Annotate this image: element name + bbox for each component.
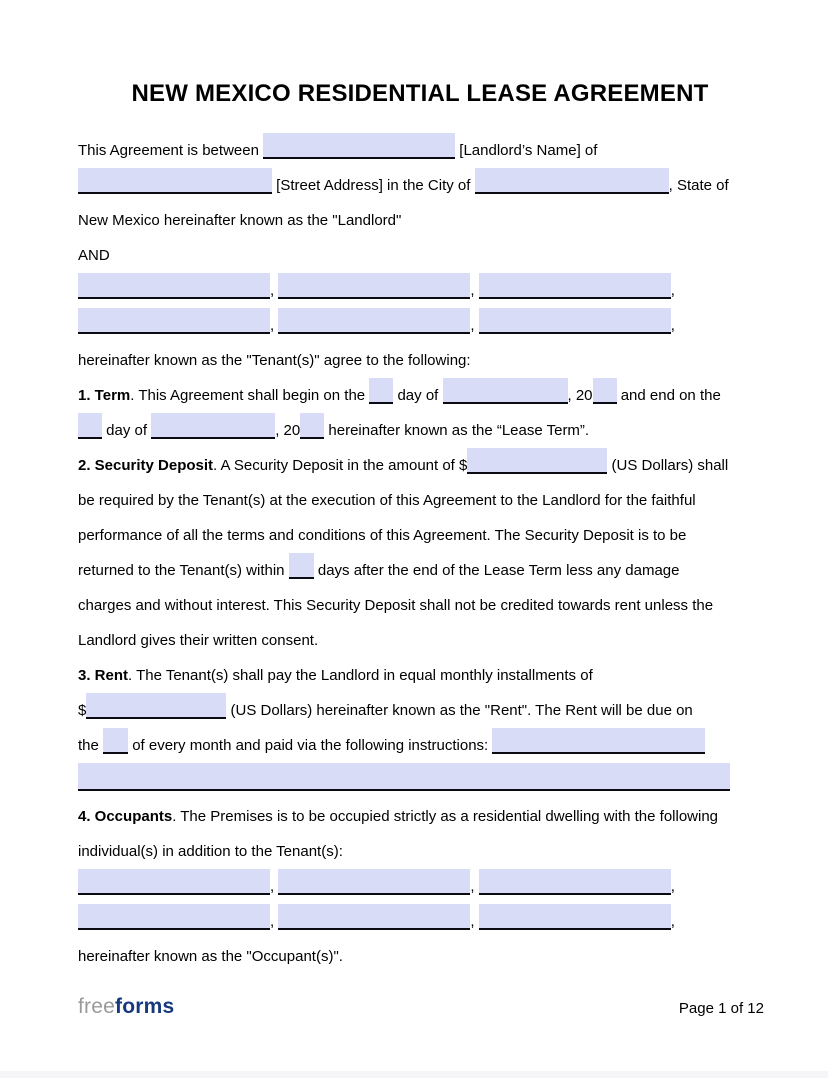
text-run: (US Dollars) hereinafter known as the "Rent". The Rent will be due on — [226, 702, 693, 719]
text-run: , 20 — [275, 422, 301, 439]
rent-section — [78, 658, 762, 799]
text-run: . A Security Deposit in the amount of $ — [213, 457, 468, 474]
text-run: performance of all the terms and conditions of this Agreement. The Security Deposit is to be — [78, 527, 687, 544]
text-run: and end on the — [616, 387, 721, 404]
lease-end-month-field[interactable] — [151, 413, 275, 439]
text-run: , — [270, 317, 279, 334]
text-run: day of — [393, 387, 443, 404]
document-body — [78, 133, 762, 974]
text-run: returned to the Tenant(s) within — [78, 562, 289, 579]
text-run: days after the end of the Lease Term less any damage — [313, 562, 680, 579]
rent-due-day-field[interactable] — [103, 728, 128, 754]
text-run: , — [670, 282, 675, 299]
document-title: NEW MEXICO RESIDENTIAL LEASE AGREEMENT — [131, 80, 709, 107]
section-number-title: 1. Term — [78, 387, 131, 404]
text-run: [Street Address] in the City of — [272, 177, 475, 194]
text-run: of every month and paid via the following instructions: — [128, 737, 493, 754]
text-run: , — [270, 913, 279, 930]
tenant-5-name-field[interactable] — [278, 308, 470, 334]
text-run: . The Tenant(s) shall pay the Landlord in equal monthly installments of — [128, 667, 593, 684]
text-run: (US Dollars) shall — [607, 457, 729, 474]
text-run: , — [270, 282, 279, 299]
text-run: , — [470, 282, 479, 299]
text-run: , — [470, 878, 479, 895]
term-section — [78, 378, 762, 448]
occupant-1-name-field[interactable] — [78, 869, 270, 895]
section-number-title: 4. Occupants — [78, 808, 173, 825]
text-run: , State of — [668, 177, 729, 194]
text-run: hereinafter known as the "Tenant(s)" agree to the following: — [78, 352, 471, 369]
city-field[interactable] — [475, 168, 669, 194]
footer — [78, 995, 764, 1019]
logo-text-free: free — [78, 995, 115, 1018]
logo-text-forms: forms — [115, 995, 175, 1018]
tenant-4-name-field[interactable] — [78, 308, 270, 334]
section-number-title: 3. Rent — [78, 667, 129, 684]
lease-start-month-field[interactable] — [443, 378, 568, 404]
rent-amount-field[interactable] — [86, 693, 226, 719]
security-deposit-amount-field[interactable] — [467, 448, 607, 474]
tenant-2-name-field[interactable] — [278, 273, 470, 299]
security-deposit-section — [78, 448, 762, 658]
occupant-2-name-field[interactable] — [278, 869, 470, 895]
text-run: , — [470, 913, 479, 930]
tenant-3-name-field[interactable] — [479, 273, 671, 299]
freeforms-logo — [78, 995, 174, 1019]
lease-end-year-field[interactable] — [300, 413, 324, 439]
lease-end-day-field[interactable] — [78, 413, 102, 439]
text-run: This Agreement is between — [78, 142, 264, 159]
payment-instructions-field[interactable] — [492, 728, 705, 754]
text-run: hereinafter known as the “Lease Term”. — [324, 422, 590, 439]
page-number: Page 1 of 12 — [678, 1000, 764, 1017]
landlord-name-field[interactable] — [263, 133, 455, 159]
text-run: , — [670, 913, 675, 930]
text-run: individual(s) in addition to the Tenant(s): — [78, 843, 343, 860]
text-run: , — [670, 317, 675, 334]
text-run: . This Agreement shall begin on the — [130, 387, 370, 404]
and-label — [78, 238, 762, 273]
tenant-1-name-field[interactable] — [78, 273, 270, 299]
text-run: AND — [78, 247, 110, 264]
text-run: . The Premises is to be occupied strictly as a residential dwelling with the following — [172, 808, 719, 825]
tenant-6-name-field[interactable] — [479, 308, 671, 334]
text-run: hereinafter known as the "Occupant(s)". — [78, 948, 343, 965]
section-number-title: 2. Security Deposit — [78, 457, 214, 474]
text-run: charges and without interest. This Security Deposit shall not be credited towards rent unless the — [78, 597, 714, 614]
text-run: , — [270, 878, 279, 895]
street-address-field[interactable] — [78, 168, 272, 194]
text-run: the — [78, 737, 104, 754]
occupant-6-name-field[interactable] — [479, 904, 671, 930]
occupants-section — [78, 799, 762, 974]
text-run: New Mexico hereinafter known as the "Landlord" — [78, 212, 402, 229]
deposit-return-days-field[interactable] — [289, 553, 314, 579]
occupant-3-name-field[interactable] — [479, 869, 671, 895]
occupant-5-name-field[interactable] — [278, 904, 470, 930]
tenants-clause — [78, 343, 762, 378]
text-run: , — [470, 317, 479, 334]
text-run: Landlord gives their written consent. — [78, 632, 319, 649]
text-run: be required by the Tenant(s) at the execution of this Agreement to the Landlord for the faithful — [78, 492, 696, 509]
payment-instructions-continued-field[interactable] — [78, 763, 730, 791]
lease-start-day-field[interactable] — [369, 378, 393, 404]
tenant-names-block — [78, 273, 762, 343]
text-run: $ — [78, 702, 87, 719]
text-run: , 20 — [567, 387, 593, 404]
occupant-4-name-field[interactable] — [78, 904, 270, 930]
text-run: , — [670, 878, 675, 895]
text-run: [Landlord’s Name] of — [455, 142, 598, 159]
intro-paragraph — [78, 133, 762, 238]
text-run: day of — [102, 422, 152, 439]
lease-start-year-field[interactable] — [593, 378, 617, 404]
